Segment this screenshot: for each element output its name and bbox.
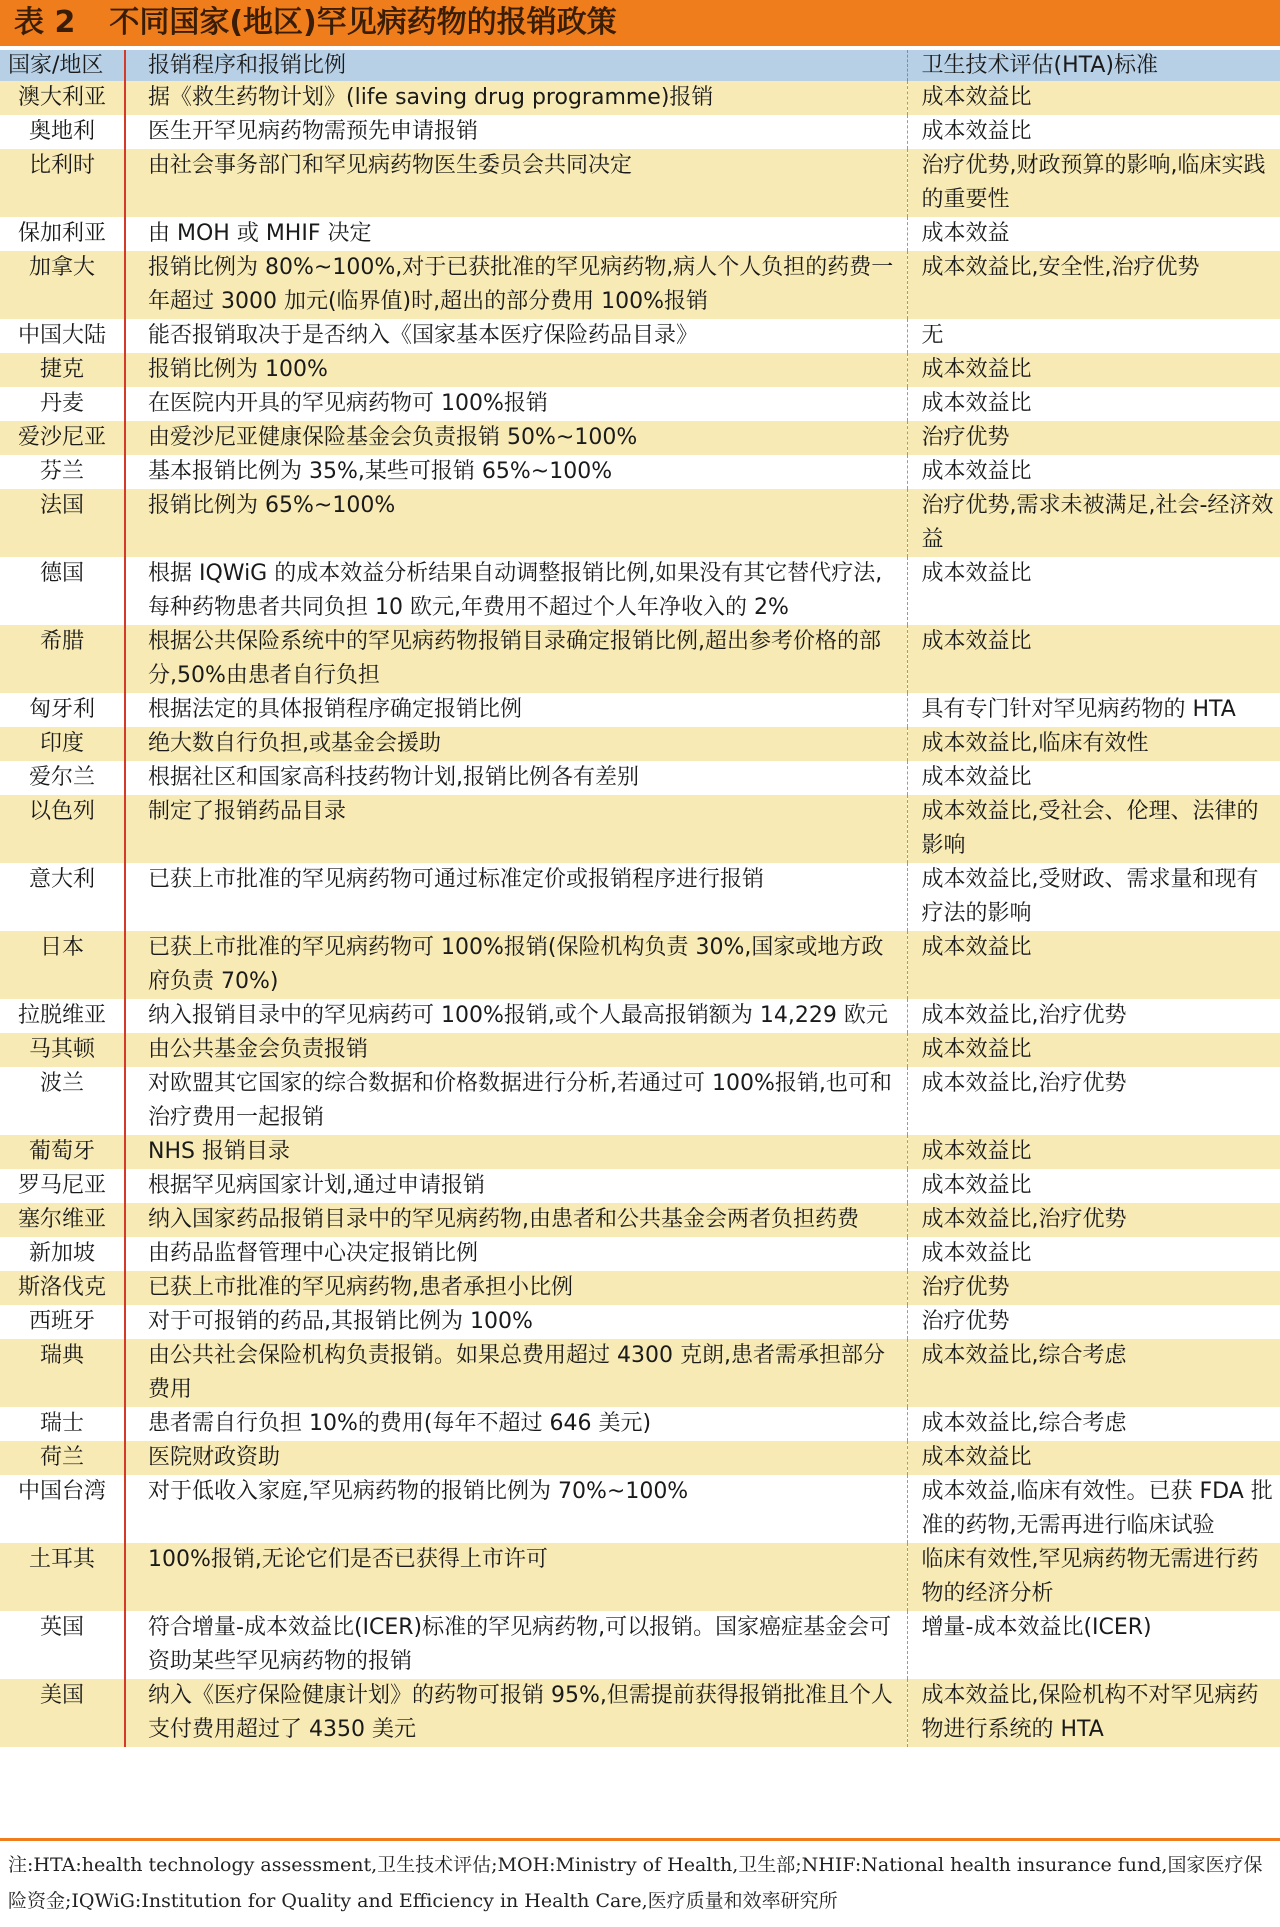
row-procedure-cell: 纳入国家药品报销目录中的罕见病药物,由患者和公共基金会两者负担药费 [125,1203,907,1237]
row-hta-cell: 成本效益比 [907,81,1280,115]
row-country-cell: 马其顿 [0,1033,125,1067]
table-row [0,387,1280,421]
row-hta-cell: 成本效益比,综合考虑 [907,1339,1280,1407]
row-country-cell: 澳大利亚 [0,81,125,115]
table-row [0,217,1280,251]
row-hta-cell: 成本效益比 [907,557,1280,625]
row-procedure-cell: 基本报销比例为 35%,某些可报销 65%~100% [125,455,907,489]
table-bottom-rule [0,1838,1280,1841]
table-row [0,1033,1280,1067]
row-procedure-cell: 由爱沙尼亚健康保险基金会负责报销 50%~100% [125,421,907,455]
row-procedure-cell: 纳入《医疗保险健康计划》的药物可报销 95%,但需提前获得报销批准且个人支付费用超过了 4350 美元 [125,1679,907,1747]
row-procedure-cell: 医生开罕见病药物需预先申请报销 [125,115,907,149]
row-country-cell: 瑞士 [0,1407,125,1441]
row-country-cell: 奥地利 [0,115,125,149]
row-country-cell: 印度 [0,727,125,761]
row-hta-cell: 成本效益比 [907,625,1280,693]
row-procedure-cell: 患者需自行负担 10%的费用(每年不超过 646 美元) [125,1407,907,1441]
table-row [0,1679,1280,1747]
table-row [0,115,1280,149]
row-hta-cell: 成本效益比 [907,761,1280,795]
row-country-cell: 爱尔兰 [0,761,125,795]
row-country-cell: 中国大陆 [0,319,125,353]
row-procedure-cell: 根据法定的具体报销程序确定报销比例 [125,693,907,727]
table-header-row [0,50,1280,81]
row-procedure-cell: 符合增量-成本效益比(ICER)标准的罕见病药物,可以报销。国家癌症基金会可资助某些罕见病药物的报销 [125,1611,907,1679]
row-hta-cell: 治疗优势,需求未被满足,社会-经济效益 [907,489,1280,557]
row-country-cell: 新加坡 [0,1237,125,1271]
table-row [0,999,1280,1033]
row-country-cell: 斯洛伐克 [0,1271,125,1305]
row-country-cell: 德国 [0,557,125,625]
table-row [0,1067,1280,1135]
row-procedure-cell: 100%报销,无论它们是否已获得上市许可 [125,1543,907,1611]
table-row [0,931,1280,999]
table-row [0,1407,1280,1441]
row-country-cell: 葡萄牙 [0,1135,125,1169]
row-country-cell: 匈牙利 [0,693,125,727]
row-procedure-cell: 报销比例为 100% [125,353,907,387]
table-row [0,625,1280,693]
row-procedure-cell: 已获上市批准的罕见病药物可通过标准定价或报销程序进行报销 [125,863,907,931]
row-hta-cell: 成本效益比 [907,1441,1280,1475]
row-hta-cell: 成本效益比,保险机构不对罕见病药物进行系统的 HTA [907,1679,1280,1747]
table-row [0,1203,1280,1237]
row-hta-cell: 成本效益比 [907,1169,1280,1203]
row-procedure-cell: 由公共社会保险机构负责报销。如果总费用超过 4300 克朗,患者需承担部分费用 [125,1339,907,1407]
row-procedure-cell: 由 MOH 或 MHIF 决定 [125,217,907,251]
row-country-cell: 西班牙 [0,1305,125,1339]
row-country-cell: 中国台湾 [0,1475,125,1543]
table-row [0,1339,1280,1407]
row-hta-cell: 无 [907,319,1280,353]
row-country-cell: 芬兰 [0,455,125,489]
row-hta-cell: 成本效益比,治疗优势 [907,1203,1280,1237]
row-procedure-cell: 根据 IQWiG 的成本效益分析结果自动调整报销比例,如果没有其它替代疗法,每种药物患者共同负担 10 欧元,年费用不超过个人年净收入的 2% [125,557,907,625]
row-country-cell: 法国 [0,489,125,557]
table-number: 表 2 [14,5,76,40]
row-country-cell: 波兰 [0,1067,125,1135]
table-row [0,727,1280,761]
table-row [0,251,1280,319]
row-procedure-cell: 根据公共保险系统中的罕见病药物报销目录确定报销比例,超出参考价格的部分,50%由患者自行负担 [125,625,907,693]
header-country: 国家/地区 [0,50,125,81]
row-country-cell: 荷兰 [0,1441,125,1475]
row-hta-cell: 成本效益比,安全性,治疗优势 [907,251,1280,319]
row-country-cell: 英国 [0,1611,125,1679]
row-procedure-cell: 根据罕见病国家计划,通过申请报销 [125,1169,907,1203]
row-procedure-cell: 对于可报销的药品,其报销比例为 100% [125,1305,907,1339]
row-hta-cell: 增量-成本效益比(ICER) [907,1611,1280,1679]
row-country-cell: 日本 [0,931,125,999]
row-hta-cell: 成本效益比,临床有效性 [907,727,1280,761]
row-hta-cell: 成本效益比 [907,353,1280,387]
row-hta-cell: 成本效益比 [907,1033,1280,1067]
policy-table-container [0,50,1280,1747]
table-row [0,1135,1280,1169]
row-hta-cell: 具有专门针对罕见病药物的 HTA [907,693,1280,727]
row-country-cell: 加拿大 [0,251,125,319]
table-row [0,1169,1280,1203]
table-row [0,863,1280,931]
table-title: 不同国家(地区)罕见病药物的报销政策 [109,5,617,40]
row-procedure-cell: 能否报销取决于是否纳入《国家基本医疗保险药品目录》 [125,319,907,353]
row-procedure-cell: 已获上市批准的罕见病药物可 100%报销(保险机构负责 30%,国家或地方政府负责 70%) [125,931,907,999]
row-country-cell: 丹麦 [0,387,125,421]
row-procedure-cell: NHS 报销目录 [125,1135,907,1169]
row-procedure-cell: 医院财政资助 [125,1441,907,1475]
table-footnote: 注:HTA:health technology assessment,卫生技术评估;MOH:Ministry of Health,卫生部;NHIF:National health insurance fund,国家医疗保险资金;IQWiG:Institution for Quality and Efficiency in Health Care,医疗质量和效率研究所 [8,1854,1263,1912]
row-country-cell: 捷克 [0,353,125,387]
table-row [0,81,1280,115]
row-hta-cell: 成本效益比,受社会、伦理、法律的影响 [907,795,1280,863]
table-row [0,353,1280,387]
table-row [0,761,1280,795]
header-hta: 卫生技术评估(HTA)标准 [907,50,1280,81]
table-row [0,557,1280,625]
row-procedure-cell: 据《救生药物计划》(life saving drug programme)报销 [125,81,907,115]
table-row [0,489,1280,557]
row-procedure-cell: 在医院内开具的罕见病药物可 100%报销 [125,387,907,421]
table-row [0,1475,1280,1543]
row-procedure-cell: 报销比例为 65%~100% [125,489,907,557]
row-procedure-cell: 报销比例为 80%~100%,对于已获批准的罕见病药物,病人个人负担的药费一年超过 3000 加元(临界值)时,超出的部分费用 100%报销 [125,251,907,319]
table-row [0,693,1280,727]
row-hta-cell: 成本效益,临床有效性。已获 FDA 批准的药物,无需再进行临床试验 [907,1475,1280,1543]
row-hta-cell: 治疗优势 [907,1271,1280,1305]
row-hta-cell: 成本效益比 [907,1237,1280,1271]
table-row [0,795,1280,863]
row-country-cell: 瑞典 [0,1339,125,1407]
row-hta-cell: 成本效益比,受财政、需求量和现有疗法的影响 [907,863,1280,931]
row-procedure-cell: 纳入报销目录中的罕见病药可 100%报销,或个人最高报销额为 14,229 欧元 [125,999,907,1033]
row-procedure-cell: 绝大数自行负担,或基金会援助 [125,727,907,761]
row-country-cell: 塞尔维亚 [0,1203,125,1237]
row-procedure-cell: 由公共基金会负责报销 [125,1033,907,1067]
table-row [0,149,1280,217]
row-country-cell: 土耳其 [0,1543,125,1611]
table-row [0,455,1280,489]
row-country-cell: 爱沙尼亚 [0,421,125,455]
row-country-cell: 希腊 [0,625,125,693]
row-procedure-cell: 根据社区和国家高科技药物计划,报销比例各有差别 [125,761,907,795]
row-country-cell: 意大利 [0,863,125,931]
row-country-cell: 美国 [0,1679,125,1747]
row-country-cell: 以色列 [0,795,125,863]
row-procedure-cell: 制定了报销药品目录 [125,795,907,863]
row-hta-cell: 治疗优势,财政预算的影响,临床实践的重要性 [907,149,1280,217]
row-hta-cell: 成本效益比 [907,387,1280,421]
row-hta-cell: 成本效益比 [907,455,1280,489]
row-hta-cell: 成本效益比,治疗优势 [907,999,1280,1033]
table-row [0,319,1280,353]
row-hta-cell: 成本效益比,治疗优势 [907,1067,1280,1135]
table-row [0,1543,1280,1611]
row-hta-cell: 成本效益比 [907,1135,1280,1169]
row-procedure-cell: 由社会事务部门和罕见病药物医生委员会共同决定 [125,149,907,217]
table-row [0,421,1280,455]
row-country-cell: 罗马尼亚 [0,1169,125,1203]
table-row [0,1441,1280,1475]
row-hta-cell: 成本效益比 [907,931,1280,999]
row-country-cell: 保加利亚 [0,217,125,251]
row-procedure-cell: 对于低收入家庭,罕见病药物的报销比例为 70%~100% [125,1475,907,1543]
row-procedure-cell: 对欧盟其它国家的综合数据和价格数据进行分析,若通过可 100%报销,也可和治疗费用一起报销 [125,1067,907,1135]
row-hta-cell: 治疗优势 [907,1305,1280,1339]
row-hta-cell: 成本效益 [907,217,1280,251]
row-hta-cell: 成本效益比 [907,115,1280,149]
table-row [0,1271,1280,1305]
row-country-cell: 比利时 [0,149,125,217]
table-title-bar [0,0,1280,46]
table-row [0,1611,1280,1679]
header-procedure: 报销程序和报销比例 [125,50,907,81]
row-hta-cell: 临床有效性,罕见病药物无需进行药物的经济分析 [907,1543,1280,1611]
row-country-cell: 拉脱维亚 [0,999,125,1033]
row-procedure-cell: 已获上市批准的罕见病药物,患者承担小比例 [125,1271,907,1305]
row-hta-cell: 治疗优势 [907,421,1280,455]
row-procedure-cell: 由药品监督管理中心决定报销比例 [125,1237,907,1271]
table-row [0,1305,1280,1339]
table-body [0,81,1280,1747]
reimbursement-policy-table [0,50,1280,1747]
table-row [0,1237,1280,1271]
row-hta-cell: 成本效益比,综合考虑 [907,1407,1280,1441]
